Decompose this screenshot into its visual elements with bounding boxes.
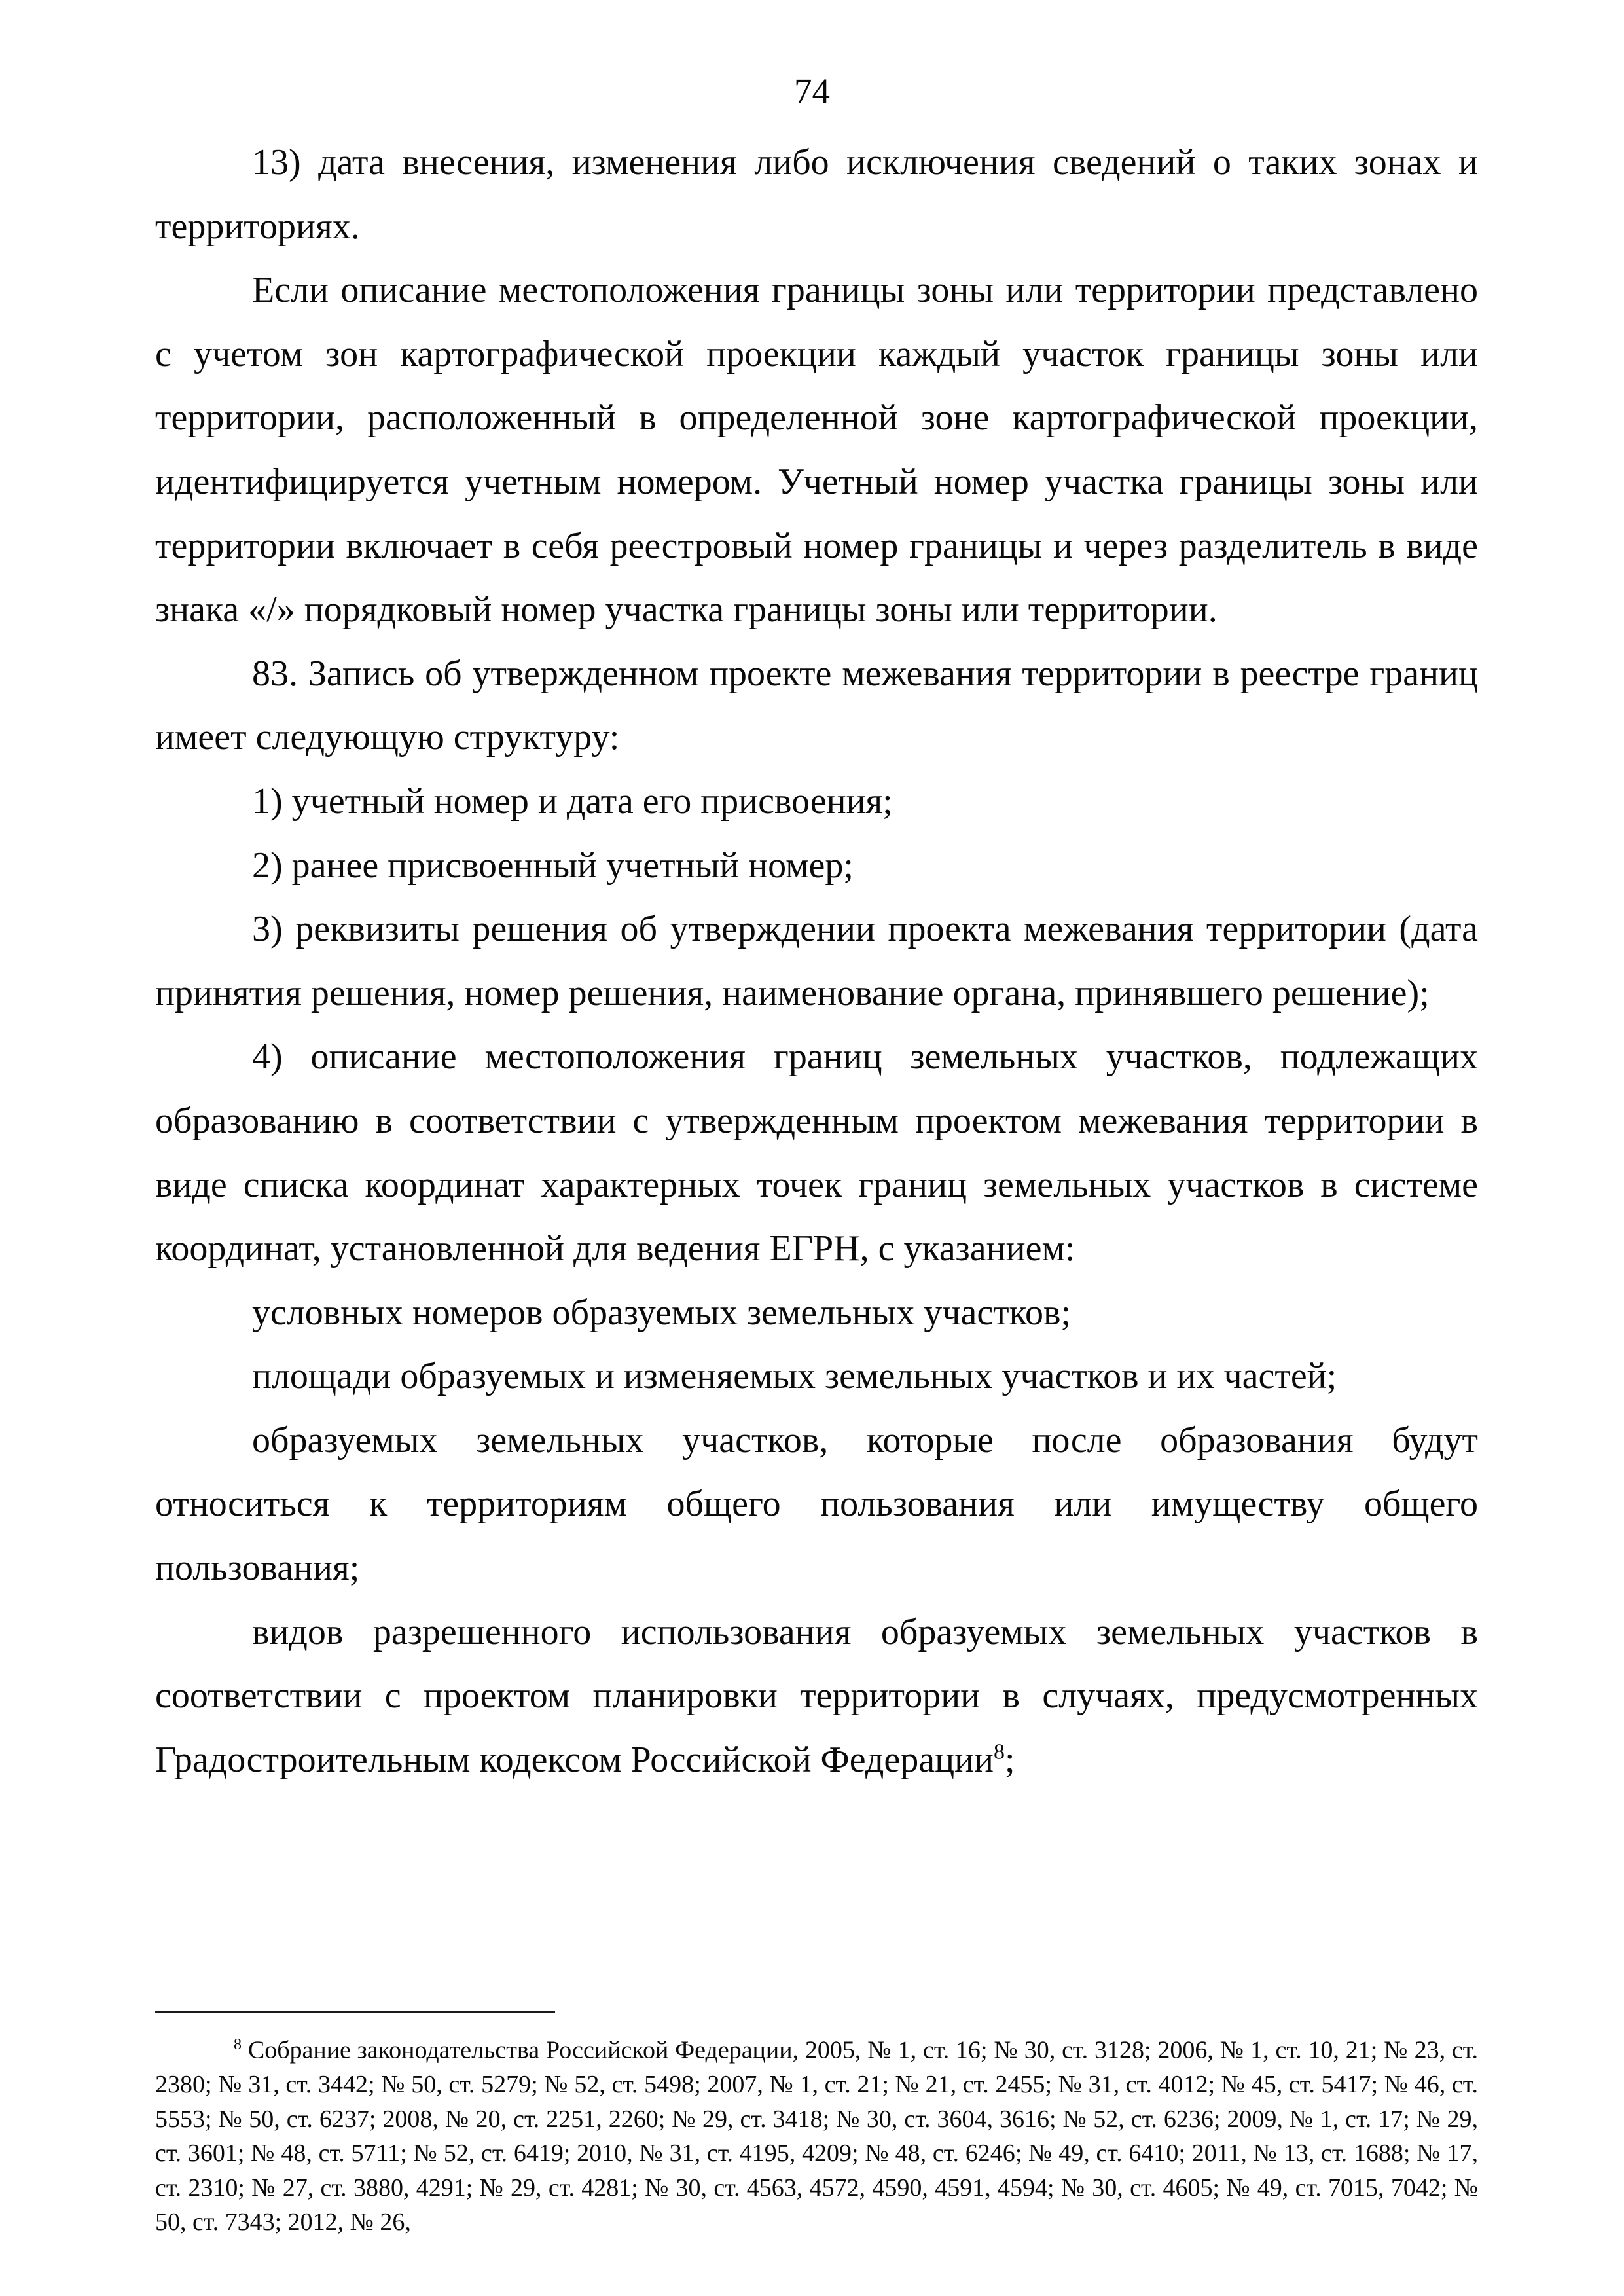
list-item-4: 4) описание местоположения границ земельных участков, подлежащих образованию в соответствии с утвержденным проектом межевания территории в виде списка координат характерных точек границ земельных участков в системе координат, установленной для ведения ЕГРН, с указанием: <box>155 1036 1478 1269</box>
sub-item-conditional-numbers: условных номеров образуемых земельных участков; <box>252 1292 1072 1333</box>
sub-item-public-use: образуемых земельных участков, которые после образования будут относиться к территориям общего пользования или имуществу общего пользования; <box>155 1419 1478 1589</box>
paragraph-boundary-zone-description: Если описание местоположения границы зоны или территории представлено с учетом зон картографической проекции каждый участок границы зоны или территории, расположенный в определенной зоне картографической проекции, идентифицируется учетным номером. Учетный номер участка границы зоны или территории включает в себя реестровый номер границы и через разделитель в виде знака «/» порядковый номер участка границы зоны или территории. <box>155 270 1478 630</box>
paragraph-end-punctuation: ; <box>1005 1739 1015 1780</box>
list-item-3: 3) реквизиты решения об утверждении проекта межевания территории (дата принятия решения, номер решения, наименование органа, принявшего решение); <box>155 909 1478 1013</box>
list-item-1: 1) учетный номер и дата его присвоения; <box>252 780 893 822</box>
footnote <box>155 2028 1478 2240</box>
paragraph-section-83: 83. Запись об утвержденном проекте межевания территории в реестре границ имеет следующую структуру: <box>155 653 1478 758</box>
body-text <box>155 131 1478 1792</box>
list-item-2: 2) ранее присвоенный учетный номер; <box>252 845 854 886</box>
paragraph-item-13: 13) дата внесения, изменения либо исключения сведений о таких зонах и территориях. <box>155 142 1478 247</box>
sub-item-permitted-use-text: видов разрешенного использования образуемых земельных участков в соответствии с проектом планировки территории в случаях, предусмотренных Градостроительным кодексом Российской Федерации <box>155 1611 1478 1780</box>
footnote-separator <box>155 2011 555 2013</box>
footnote-reference: 8 <box>994 1740 1005 1764</box>
footnote-marker: 8 <box>234 2036 242 2053</box>
footnote-text: Собрание законодательства Российской Федерации, 2005, № 1, ст. 16; № 30, ст. 3128; 2006, № 1, ст. 10, 21; № 23, ст. 2380; № 31, ст. 3442; № 50, ст. 5279; № 52, ст. 5498; 2007, № 1, ст. 21; № 21, ст. 2455; № 31, ст. 4012; № 45, ст. 5417; № 46, ст. 5553; № 50, ст. 6237; 2008, № 20, ст. 2251, 2260; № 29, ст. 3418; № 30, ст. 3604, 3616; № 52, ст. 6236; 2009, № 1, ст. 17; № 29, ст. 3601; № 48, ст. 5711; № 52, ст. 6419; 2010, № 31, ст. 4195, 4209; № 48, ст. 6246; № 49, ст. 6410; 2011, № 13, ст. 1688; № 17, ст. 2310; № 27, ст. 3880, 4291; № 29, ст. 4281; № 30, ст. 4563, 4572, 4590, 4591, 4594; № 30, ст. 4605; № 49, ст. 7015, 7042; № 50, ст. 7343; 2012, № 26, <box>155 2036 1479 2236</box>
sub-item-permitted-use <box>155 1601 1478 1793</box>
sub-item-areas: площади образуемых и изменяемых земельных участков и их частей; <box>252 1356 1337 1397</box>
page-number: 74 <box>794 71 830 111</box>
